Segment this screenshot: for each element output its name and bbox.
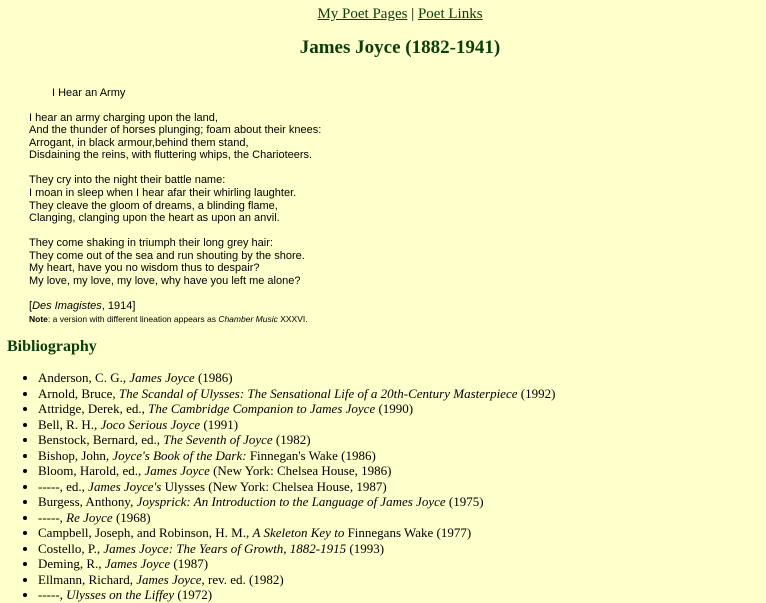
poem-line: I hear an army charging upon the land, <box>29 111 218 124</box>
entry-title: James Joyce <box>104 556 171 571</box>
entry-detail: Finnegan's Wake (1986) <box>246 447 376 463</box>
note-title: Chamber Music <box>218 314 278 325</box>
bibliography-entry <box>38 463 555 479</box>
entry-author: -----, <box>38 509 67 525</box>
note-label: Note <box>29 314 48 325</box>
entry-author: Ellmann, Richard, <box>38 571 137 587</box>
poem-note <box>29 313 321 326</box>
poem-title: I Hear an Army <box>52 87 126 99</box>
note-text: : a version with different lineation appears as <box>47 314 219 325</box>
entry-title: Ulysses on the Liffey <box>66 587 175 602</box>
poem-line: They come out of the sea and run shouting by the shore. <box>29 249 305 262</box>
entry-title: A Skeleton Key to <box>252 525 345 540</box>
entry-title: Joyce's Book of the Dark: <box>112 447 247 463</box>
poem-line: They cry into the night their battle name: <box>29 174 226 187</box>
entry-author: Bishop, John, <box>38 447 113 463</box>
poem-line: Arrogant, in black armour,behind them stand, <box>29 136 249 149</box>
entry-detail: (1991) <box>200 416 239 432</box>
bibliography-entry <box>38 494 555 510</box>
poem-stanza-2 <box>29 174 321 224</box>
entry-author: Deming, R., <box>38 556 105 571</box>
entry-title: James Joyce: The Years of Growth, 1882-1915 <box>103 540 347 556</box>
bibliography-entry <box>38 401 555 417</box>
entry-detail: (1968) <box>112 509 151 525</box>
entry-author: Benstock, Bernard, ed., <box>38 432 164 447</box>
entry-author: Attridge, Derek, ed., <box>38 401 149 416</box>
entry-detail: (1982) <box>272 432 311 447</box>
entry-title: James Joyce <box>136 571 202 587</box>
entry-author: Anderson, C. G., <box>38 370 130 385</box>
entry-detail: , rev. ed. (1982) <box>201 571 284 587</box>
entry-title: The Cambridge Companion to James Joyce <box>148 401 376 416</box>
bibliography-entry <box>38 432 555 448</box>
entry-detail: (1972) <box>174 587 213 602</box>
bibliography-entry <box>38 448 555 464</box>
my-poet-pages-link[interactable]: My Poet Pages <box>317 6 408 22</box>
entry-author: Costello, P., <box>38 540 104 556</box>
bibliography-entry <box>38 479 555 495</box>
entry-title: James Joyce <box>129 370 195 385</box>
bibliography-heading: Bibliography <box>7 338 97 355</box>
entry-title: The Scandal of Ulysses: The Sensational Life of a 20th-Century Masterpiece <box>118 385 518 401</box>
bibliography-entry <box>38 386 555 402</box>
bibliography-entry <box>38 556 555 572</box>
entry-detail: Ulysses (New York: Chelsea House, 1987) <box>161 478 387 494</box>
poem-line: They cleave the gloom of dreams, a blinding flame, <box>29 199 278 212</box>
entry-detail: (1975) <box>445 494 484 509</box>
top-navigation <box>0 6 766 23</box>
entry-author: Burgess, Anthony, <box>38 494 137 509</box>
bibliography-entry <box>38 370 555 386</box>
entry-detail: (1990) <box>375 401 414 416</box>
entry-author: -----, <box>38 587 67 602</box>
page-title: James Joyce (1882-1941) <box>299 37 501 58</box>
entry-detail: (1993) <box>346 540 385 556</box>
source-open: [ <box>29 299 33 312</box>
entry-title: Joco Serious Joyce <box>100 416 201 432</box>
poem-line: They come shaking in triumph their long grey hair: <box>29 237 273 250</box>
bibliography-entry <box>38 525 555 541</box>
entry-author: Arnold, Bruce, <box>38 385 119 401</box>
poem-line: Clanging, clanging upon the heart as upon an anvil. <box>29 212 280 225</box>
entry-author: Bloom, Harold, ed., <box>38 463 145 478</box>
source-rest: , 1914] <box>101 299 136 312</box>
poem-line: And the thunder of horses plunging; foam about their knees: <box>29 124 322 137</box>
poet-links-link[interactable]: Poet Links <box>417 6 483 22</box>
note-end: XXXVI. <box>277 314 308 325</box>
entry-detail: Finnegans Wake (1977) <box>344 525 472 540</box>
source-title: Des Imagistes <box>32 299 102 312</box>
entry-title: James Joyce <box>144 463 210 478</box>
poem-line: Disdaining the reins, with fluttering whips, the Charioteers. <box>29 149 313 162</box>
entry-author: Campbell, Joseph, and Robinson, H. M., <box>38 525 253 540</box>
poem-stanza-3 <box>29 237 321 287</box>
poem-line: I moan in sleep when I hear afar their whirling laughter. <box>29 186 297 199</box>
bibliography-list <box>0 370 555 603</box>
entry-title: The Seventh of Joyce <box>163 432 273 447</box>
entry-author: -----, ed., <box>38 478 89 494</box>
entry-title: James Joyce's <box>88 478 162 494</box>
bibliography-entry <box>38 572 555 588</box>
bibliography-entry <box>38 510 555 526</box>
entry-title: Joysprick: An Introduction to the Language of James Joyce <box>136 494 446 509</box>
poem-line: My love, my love, my love, why have you left me alone? <box>29 274 301 287</box>
bibliography-entry <box>38 587 555 603</box>
nav-separator: | <box>411 6 415 22</box>
poem-stanza-1 <box>29 112 321 162</box>
entry-author: Bell, R. H., <box>38 416 101 432</box>
entry-detail: (1986) <box>194 370 233 385</box>
bibliography-entry <box>38 541 555 557</box>
entry-detail: (1987) <box>170 556 209 571</box>
entry-detail: (New York: Chelsea House, 1986) <box>209 463 392 478</box>
entry-detail: (1992) <box>517 385 556 401</box>
entry-title: Re Joyce <box>66 509 113 525</box>
poem <box>29 87 321 326</box>
bibliography-entry <box>38 417 555 433</box>
poem-source <box>29 300 321 313</box>
poem-line: My heart, have you no wisdom thus to despair? <box>29 262 260 275</box>
